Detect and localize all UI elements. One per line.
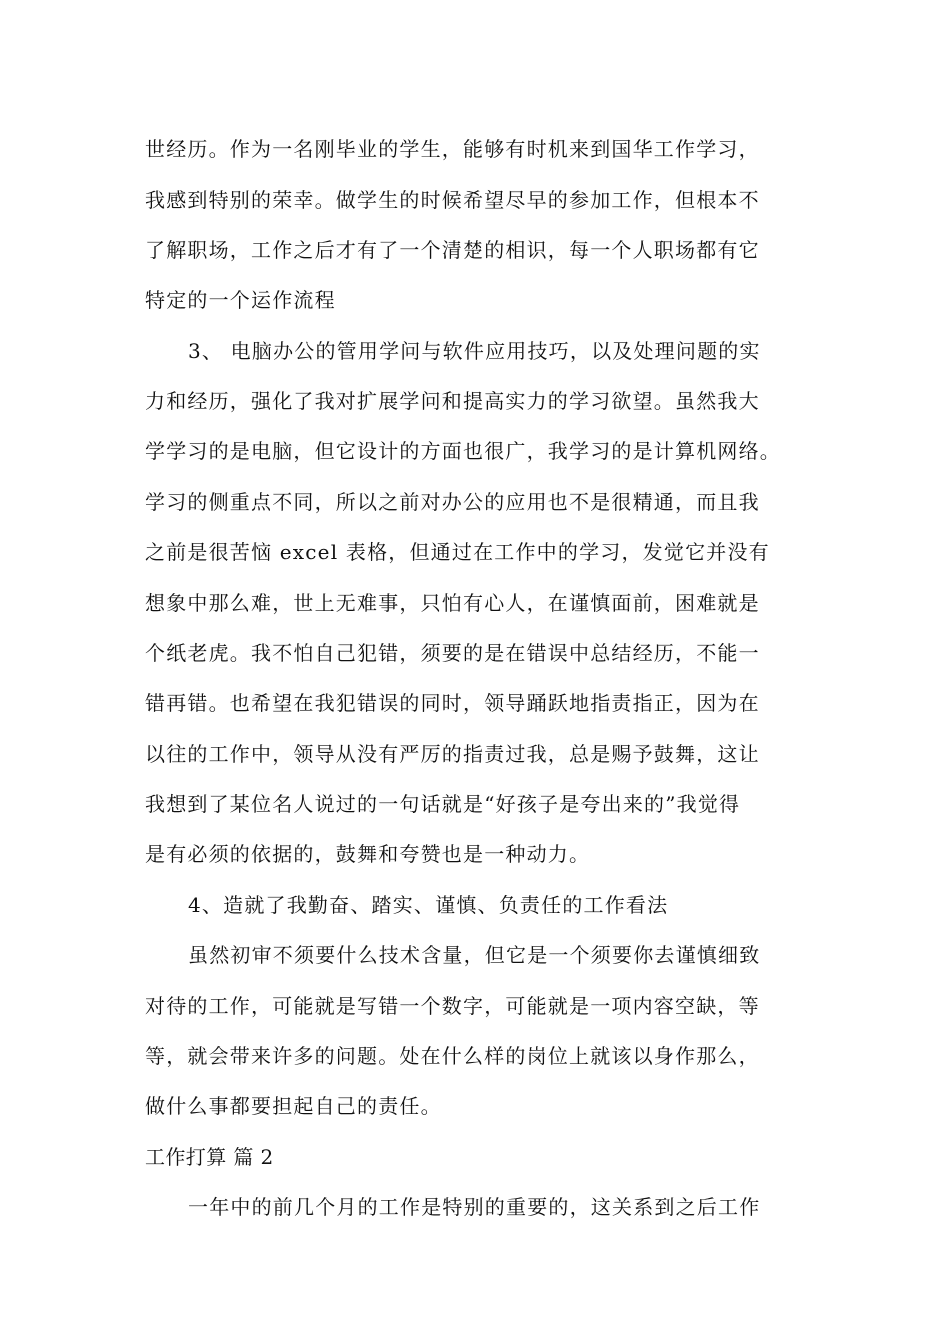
text-line: 想象中那么难，世上无难事，只怕有心人，在谨慎面前，困难就是: [145, 591, 760, 615]
list-item-3-first-line: 3、 电脑办公的管用学问与软件应用技巧，以及处理问题的实: [188, 339, 761, 363]
text-line: 特定的一个运作流程: [145, 288, 336, 312]
text-line: 对待的工作，可能就是写错一个数字，可能就是一项内容空缺，等: [145, 994, 760, 1018]
text-line: 力和经历，强化了我对扩展学问和提高实力的学习欲望。虽然我大: [145, 389, 760, 413]
list-item-4: 4、造就了我勤奋、踏实、谨慎、负责任的工作看法: [188, 893, 669, 917]
text-line: 我感到特别的荣幸。做学生的时候希望尽早的参加工作，但根本不: [145, 188, 760, 212]
text-line: 了解职场，工作之后才有了一个清楚的相识，每一个人职场都有它: [145, 238, 760, 262]
text-line: 个纸老虎。我不怕自己犯错，须要的是在错误中总结经历，不能一: [145, 641, 760, 665]
text-line: 我想到了某位名人说过的一句话就是“好孩子是夸出来的”我觉得: [145, 792, 741, 816]
section-heading: 工作打算 篇 2: [145, 1145, 274, 1169]
text-line: 做什么事都要担起自己的责任。: [145, 1094, 442, 1118]
text-line: 学学习的是电脑，但它设计的方面也很广，我学习的是计算机网络。: [145, 439, 781, 463]
text-line: 世经历。作为一名刚毕业的学生，能够有时机来到国华工作学习，: [145, 137, 760, 161]
text-line: 等，就会带来许多的问题。处在什么样的岗位上就该以身作那么，: [145, 1044, 760, 1068]
text-line: 错再错。也希望在我犯错误的同时，领导踊跃地指责指正，因为在: [145, 691, 760, 715]
paragraph-first-line: 虽然初审不须要什么技术含量，但它是一个须要你去谨慎细致: [188, 943, 761, 967]
paragraph-first-line: 一年中的前几个月的工作是特别的重要的，这关系到之后工作: [188, 1195, 761, 1219]
text-line: 之前是很苦恼 excel 表格，但通过在工作中的学习，发觉它并没有: [145, 540, 770, 564]
text-line: 以往的工作中，领导从没有严厉的指责过我，总是赐予鼓舞，这让: [145, 742, 760, 766]
text-line: 学习的侧重点不同，所以之前对办公的应用也不是很精通，而且我: [145, 490, 760, 514]
text-line: 是有必须的依据的，鼓舞和夸赞也是一种动力。: [145, 842, 591, 866]
